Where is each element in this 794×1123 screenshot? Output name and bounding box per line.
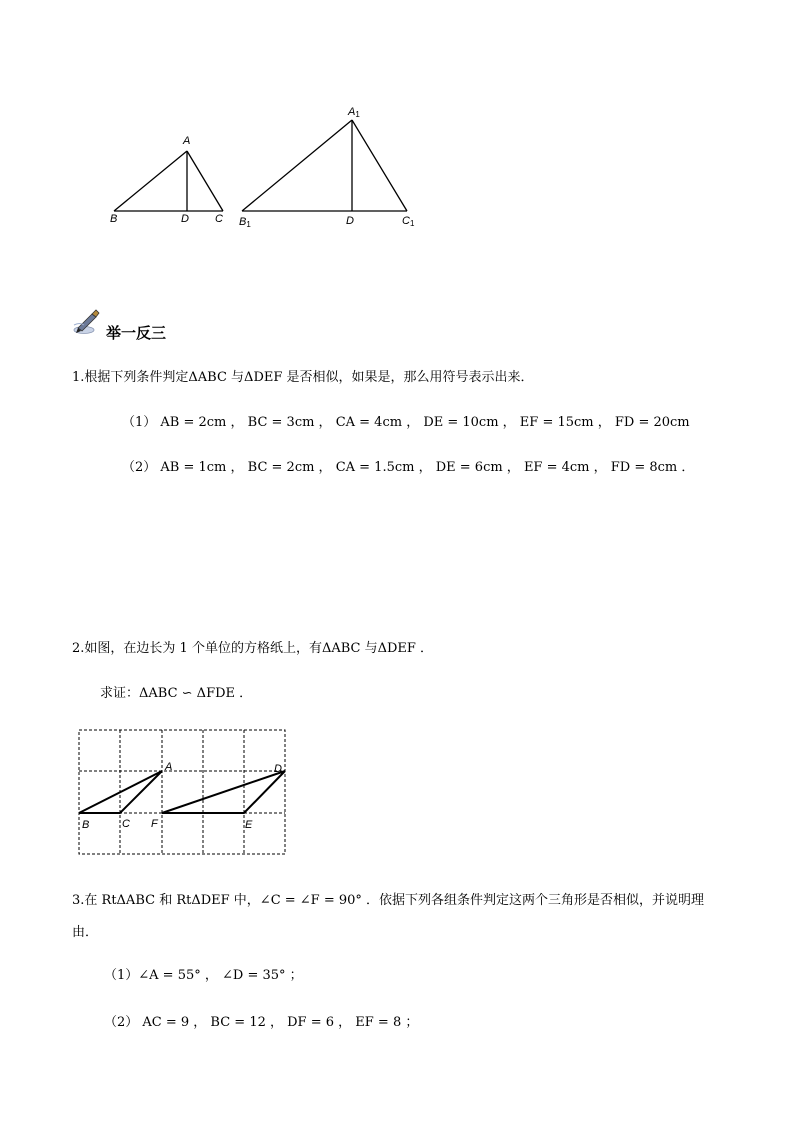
triangles-figure (0, 0, 794, 240)
grid-label-B: B (82, 819, 90, 831)
q1-item1: （1） AB = 2cm ， BC = 3cm ， CA = 4cm ， DE = 10cm ， EF = 15cm ， FD = 20cm (122, 415, 690, 430)
q3-text: 3.在 RtΔABC 和 RtΔDEF 中，∠C = ∠F = 90° ．依据下列各组条件判定这两个三角形是否相似，并说明理 (72, 893, 705, 908)
q1-text: 1.根据下列条件判定ΔABC 与ΔDEF 是否相似，如果是，那么用符号表示出来． (72, 370, 534, 385)
large-triangle (242, 120, 407, 211)
grid-label-C: C (122, 818, 130, 830)
label-large-C: C1 (402, 215, 415, 228)
grid-figure (0, 720, 794, 865)
triangle-def (162, 771, 285, 813)
q1-item2: （2） AB = 1cm ， BC = 2cm ， CA = 1.5cm ， DE = 6cm ， EF = 4cm ， FD = 8cm ． (122, 460, 695, 475)
small-triangle (114, 151, 223, 211)
q2-proof: 求证：ΔABC ∽ ΔFDE ． (100, 686, 253, 701)
grid-label-D: D (274, 763, 282, 775)
section-title: 举一反三 (106, 324, 167, 342)
q2-text: 2.如图，在边长为 1 个单位的方格纸上，有ΔABC 与ΔDEF ． (72, 641, 434, 656)
label-small-C: C (215, 213, 223, 225)
label-small-A: A (183, 135, 191, 147)
label-small-D: D (181, 213, 189, 225)
q3-item2: （2） AC = 9 ， BC = 12 ， DF = 6 ， EF = 8 ； (104, 1015, 419, 1030)
grid-label-A: A (165, 761, 173, 773)
dashed-grid (79, 730, 285, 854)
label-large-A: A1 (348, 106, 360, 119)
label-large-B: B1 (239, 216, 251, 229)
q3-item1: （1）∠A = 55° ， ∠D = 35° ； (104, 968, 303, 983)
q3-text-cont: 由． (72, 925, 99, 940)
grid-label-F: F (151, 818, 158, 830)
label-small-B: B (110, 213, 118, 225)
label-large-D: D (346, 215, 354, 227)
pen-writing-icon (72, 308, 102, 336)
grid-label-E: E (245, 819, 253, 831)
